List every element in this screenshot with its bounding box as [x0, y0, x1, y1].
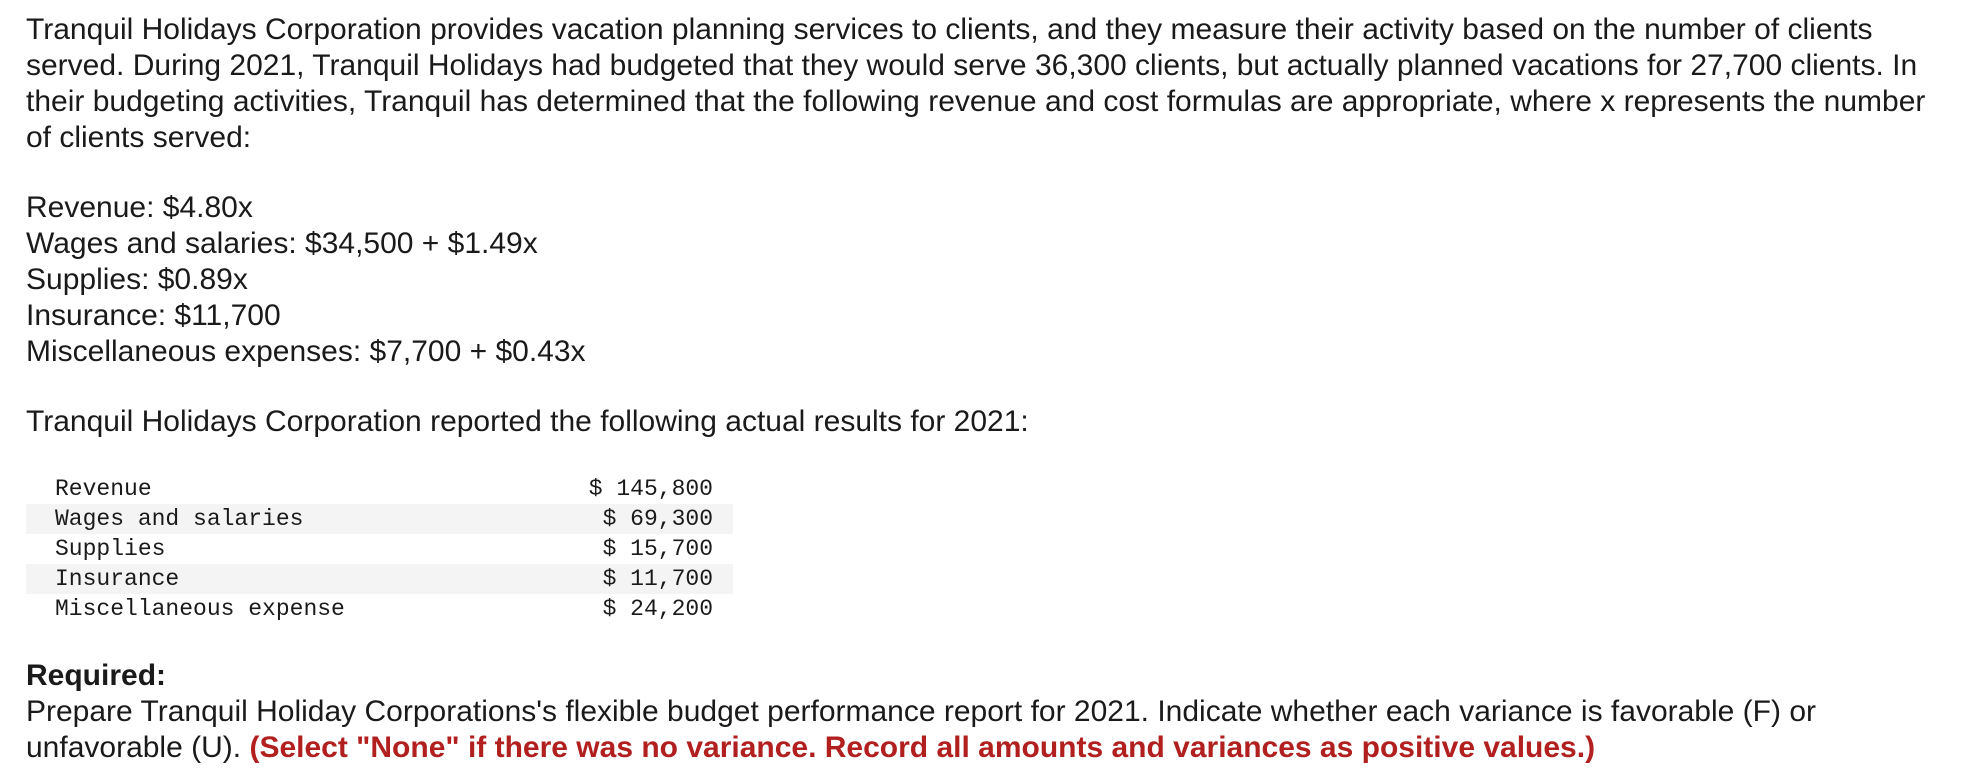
- formula-insurance: Insurance: $11,700: [26, 299, 281, 332]
- problem-intro: Tranquil Holidays Corporation provides vacation planning services to clients, and they measure their activity based on the number of clients served. During 2021, Tranquil Holidays had budgeted that they would serve 36,300 clients, but actually planned vacations for 27,700 clients. In their budgeting activities, Tranquil has determined that the following revenue and cost formulas are appropriate, where x represents the number of clients served:: [26, 13, 1926, 154]
- row-amount: $ 11,700: [513, 564, 733, 594]
- row-amount: $ 24,200: [602, 596, 713, 622]
- row-label: Wages and salaries: [26, 504, 513, 534]
- table-row: [26, 534, 733, 564]
- row-amount: $ 145,800: [588, 476, 713, 502]
- row-label: Revenue: [55, 476, 152, 502]
- problem-content: [26, 12, 1946, 766]
- formula-supplies: Supplies: $0.89x: [26, 263, 248, 296]
- row-amount: $ 15,700: [602, 536, 713, 562]
- required-heading: Required:: [26, 659, 167, 692]
- table-row: [26, 564, 733, 594]
- formula-wages: Wages and salaries: $34,500 + $1.49x: [26, 227, 538, 260]
- row-label: Insurance: [26, 564, 513, 594]
- row-label: Supplies: [55, 536, 166, 562]
- table-row: [26, 504, 733, 534]
- row-label: Miscellaneous expense: [55, 596, 345, 622]
- required-emphasis: (Select "None" if there was no variance. Record all amounts and variances as positive values.): [249, 731, 1596, 764]
- formula-misc: Miscellaneous expenses: $7,700 + $0.43x: [26, 335, 586, 368]
- actual-results-intro: Tranquil Holidays Corporation reported the following actual results for 2021:: [26, 405, 1029, 438]
- actual-results-table: [26, 474, 733, 624]
- table-row: [26, 594, 733, 624]
- table-row: [26, 474, 733, 504]
- required-text: Prepare Tranquil Holiday Corporations's flexible budget performance report for 2021. Indicate whether each variance is favorable (F) or unfavorable (U).: [26, 695, 1816, 764]
- formula-list: [26, 190, 1946, 370]
- required-instructions: [26, 694, 1946, 766]
- row-amount: $ 69,300: [513, 504, 733, 534]
- formula-revenue: Revenue: $4.80x: [26, 191, 253, 224]
